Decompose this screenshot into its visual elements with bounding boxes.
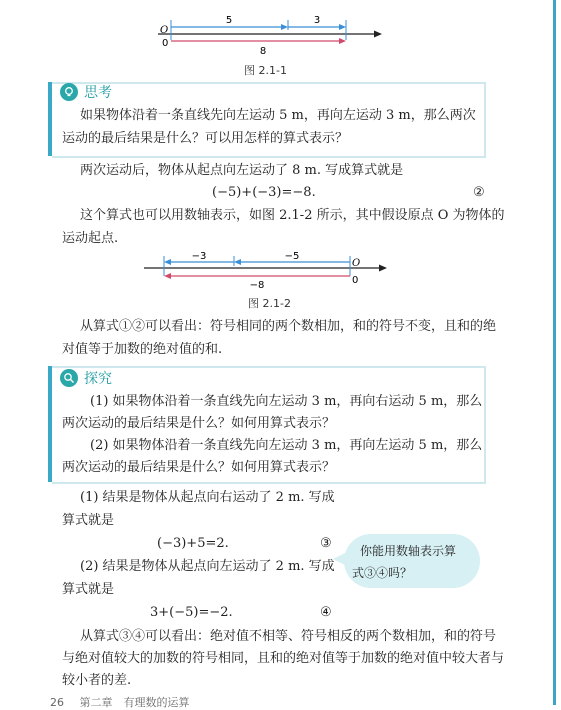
segment-label-2: 3	[313, 15, 321, 26]
origin-o-label: O	[160, 25, 169, 36]
think-heading-label: 思考	[84, 85, 112, 101]
origin-zero-label: 0	[162, 38, 169, 49]
explore-q2-line-1: (2) 如果物体沿着一条直线先向左运动 3 m，再向左运动 5 m，那么	[90, 438, 483, 453]
segment-label-2: −5	[284, 251, 300, 262]
origin-zero-label: 0	[352, 275, 359, 286]
answer-1-line-1: (1) 结果是物体从起点向右运动了 2 m. 写成	[80, 490, 335, 505]
segment-label-1: 5	[225, 15, 233, 26]
explore-q2-line-2: 两次运动的最后结果是什么？如何用算式表示？	[62, 460, 336, 475]
hint-bubble-line-2: 式③④吗？	[352, 566, 413, 580]
figure-caption-1: 图 2.1-1	[244, 64, 287, 77]
paragraph-4-line-2: 与绝对值较大的加数的符号相同，且和的绝对值等于加数的绝对值中较大者与	[62, 651, 505, 666]
explore-heading-label: 探究	[84, 371, 112, 387]
explore-heading	[60, 368, 112, 388]
paragraph-4-line-3: 较小者的差.	[62, 673, 132, 688]
think-heading	[60, 82, 112, 102]
equation-4: 3+(−5)=−2.	[150, 605, 233, 620]
number-line-figure-2	[140, 250, 400, 294]
explore-q1-line-2: 两次运动的最后结果是什么？如何用算式表示？	[62, 416, 336, 431]
equation-3: (−3)+5=2.	[157, 536, 229, 551]
think-line-1: 如果物体沿着一条直线先向左运动 5 m，再向左运动 3 m，那么两次	[80, 108, 476, 123]
arrow-head-icon	[281, 24, 288, 30]
segment-label-1: −3	[191, 251, 207, 262]
hint-bubble-line-1: 你能用数轴表示算	[360, 544, 457, 558]
axis-arrow-icon	[374, 31, 382, 38]
arrow-head-icon	[234, 259, 241, 265]
answer-2-line-2: 算式就是	[62, 582, 115, 597]
total-label: 8	[259, 46, 267, 57]
chapter-title: 第二章 有理数的运算	[79, 696, 190, 709]
page-footer	[50, 694, 190, 710]
magnifier-icon	[60, 369, 78, 387]
equation-2: (−5)+(−3)=−8.	[212, 185, 316, 200]
total-label: −8	[249, 280, 265, 291]
paragraph-4-line-1: 从算式③④可以看出：绝对值不相等、符号相反的两个数相加，和的符号	[80, 629, 497, 644]
equation-number-4: ④	[320, 605, 332, 620]
paragraph-3-line-2: 对值等于加数的绝对值的和.	[62, 342, 223, 357]
answer-1-line-2: 算式就是	[62, 513, 115, 528]
paragraph-1: 两次运动后，物体从起点向左运动了 8 m. 写成算式就是	[80, 163, 404, 178]
equation-number-3: ③	[320, 536, 332, 551]
number-line-figure-1	[150, 10, 390, 60]
paragraph-2-line-1: 这个算式也可以用数轴表示，如图 2.1-2 所示，其中假设原点 O 为物体的	[80, 208, 505, 223]
arrow-head-icon	[164, 259, 171, 265]
answer-2-line-1: (2) 结果是物体从起点向左运动了 2 m. 写成	[80, 559, 335, 574]
page-number: 26	[50, 696, 64, 709]
arrow-head-icon	[339, 38, 346, 44]
origin-o-label: O	[352, 258, 361, 269]
arrow-head-icon	[164, 273, 171, 279]
figure-caption-2: 图 2.1-2	[248, 297, 291, 310]
paragraph-3-line-1: 从算式①②可以看出：符号相同的两个数相加，和的符号不变，且和的绝	[80, 319, 497, 334]
lightbulb-icon	[60, 83, 78, 101]
axis-arrow-icon	[379, 265, 387, 272]
explore-q1-line-1: (1) 如果物体沿着一条直线先向左运动 3 m，再向右运动 5 m，那么	[90, 394, 483, 409]
arrow-head-icon	[339, 24, 346, 30]
equation-number-2: ②	[473, 185, 485, 200]
think-line-2: 运动的最后结果是什么？可以用怎样的算式表示？	[62, 131, 349, 146]
paragraph-2-line-2: 运动起点.	[62, 231, 119, 246]
